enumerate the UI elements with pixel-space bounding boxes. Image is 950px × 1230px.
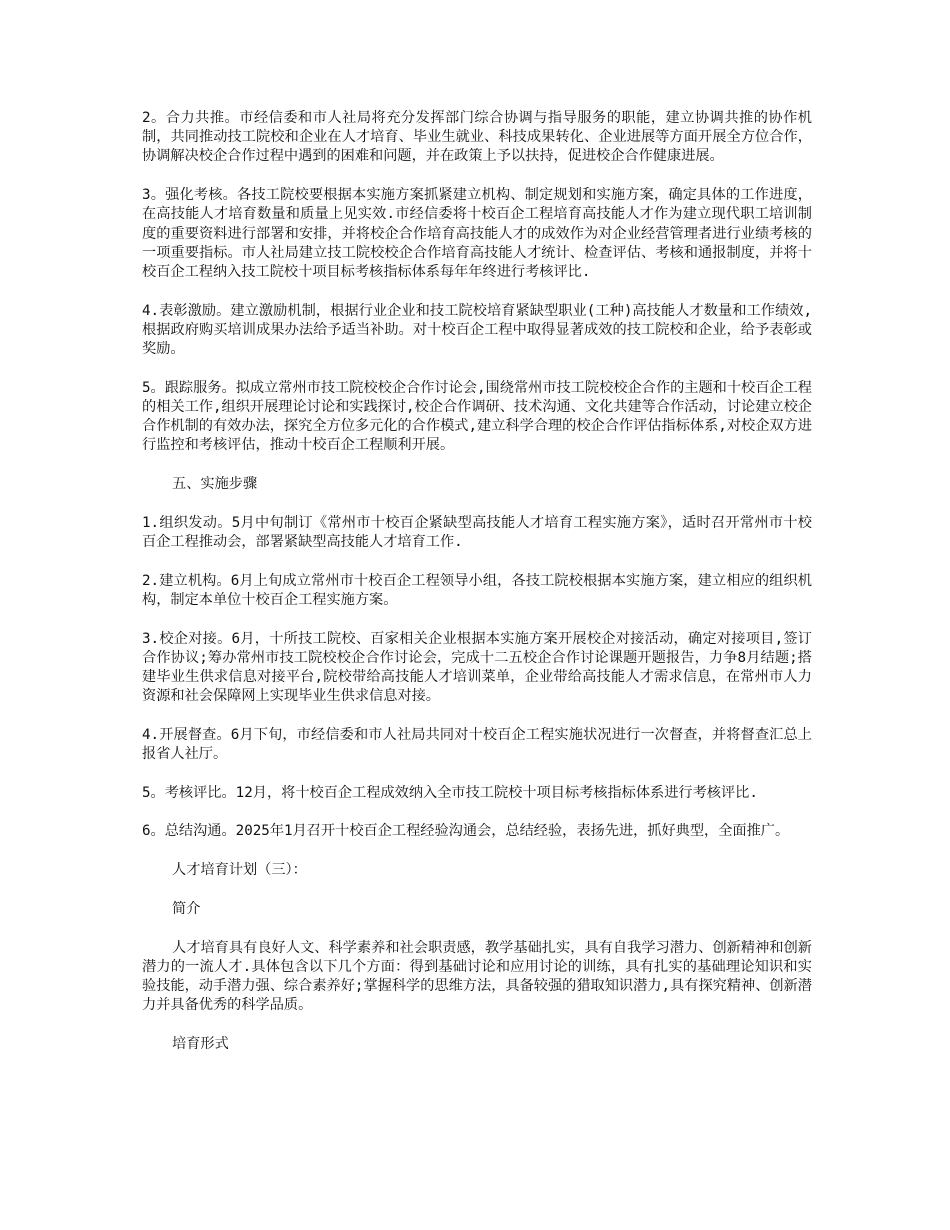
section-heading-plan-three: 人才培育计划（三）： bbox=[172, 862, 307, 879]
paragraph-step-evaluation: 5。考核评比。12月，将十校百企工程成效纳入全市技工院校十项目标考核指标体系进行考核评比. bbox=[142, 784, 758, 801]
paragraph-step-summary: 6。总结沟通。2025年1月召开十校百企工程经验沟通会，总结经验，表扬先进，抓好典型，全面推广。 bbox=[142, 823, 790, 840]
section-heading-training-form: 培育形式 bbox=[172, 1035, 229, 1052]
paragraph-step-establish: 2.建立机构。6月上旬成立常州市十校百企工程领导小组，各技工院校根据本实施方案，建立相应的组织机构，制定本单位十校百企工程实施方案。 bbox=[142, 572, 812, 608]
paragraph-tracking-service: 5。跟踪服务。拟成立常州市技工院校校企合作讨论会,围绕常州市技工院校校企合作的主题和十校百企工程的相关工作,组织开展理论讨论和实践探讨,校企合作调研、技术沟通、文化共建等合作活动，讨论建立校企合作机制的有效办法，探究全方位多元化的合作模式,建立科学合理的校企合作评估指标体系,对校企双方进行监控和考核评估，推动十校百企工程顺利开展。 bbox=[142, 379, 812, 454]
paragraph-step-docking: 3.校企对接。6月，十所技工院校、百家相关企业根据本实施方案开展校企对接活动，确定对接项目,签订合作协议;筹办常州市技工院校校企合作讨论会，完成十二五校企合作讨论课题开题报告，力争8月结题;搭建毕业生供求信息对接平台,院校带给高技能人才培训菜单，企业带给高技能人才需求信息，在常州市人力资源和社会保障网上实现毕业生供求信息对接。 bbox=[142, 630, 812, 705]
paragraph-intro: 人才培育具有良好人文、科学素养和社会职责感，教学基础扎实，具有自我学习潜力、创新精神和创新潜力的一流人才.具体包含以下几个方面：得到基础讨论和应用讨论的训练，具有扎实的基础理论知识和实验技能，动手潜力强、综合素养好;掌握科学的思维方法，具备较强的猎取知识潜力,具有探究精神、创新潜力并具备优秀的科学品质。 bbox=[142, 939, 812, 1014]
paragraph-cooperation: 2。合力共推。市经信委和市人社局将充分发挥部门综合协调与指导服务的职能，建立协调共推的协作机制，共同推动技工院校和企业在人才培育、毕业生就业、科技成果转化、企业进展等方面开展全方位合作，协调解决校企合作过程中遇到的困难和问题，并在政策上予以扶持，促进校企合作健康进展。 bbox=[142, 110, 812, 165]
paragraph-incentive: 4.表彰激励。建立激励机制，根据行业企业和技工院校培育紧缺型职业(工种)高技能人才数量和工作绩效,根据政府购买培训成果办法给予适当补助。对十校百企工程中取得显著成效的技工院校和企业，给予表彰或奖励。 bbox=[142, 302, 812, 358]
section-heading-steps: 五、实施步骤 bbox=[172, 476, 258, 493]
paragraph-step-inspection: 4.开展督查。6月下旬，市经信委和市人社局共同对十校百企工程实施状况进行一次督查，并将督查汇总上报省人社厅。 bbox=[142, 726, 812, 763]
paragraph-step-organize: 1.组织发动。5月中旬制订《常州市十校百企紧缺型高技能人才培育工程实施方案》，适时召开常州市十校百企工程推动会，部署紧缺型高技能人才培育工作. bbox=[142, 514, 812, 550]
document-body bbox=[142, 109, 812, 1074]
section-heading-intro: 简介 bbox=[172, 900, 201, 917]
paragraph-assessment: 3。强化考核。各技工院校要根据本实施方案抓紧建立机构、制定规划和实施方案，确定具体的工作进度，在高技能人才培育数量和质量上见实效.市经信委将十校百企工程培育高技能人才作为建立现代职工培训制度的重要资料进行部署和安排，并将校企合作培育高技能人才的成效作为对企业经营管理者进行业绩考核的一项重要指标。市人社局建立技工院校校企合作培育高技能人才统计、检查评估、考核和通报制度，并将十校百企工程纳入技工院校十项目标考核指标体系每年年终进行考核评比. bbox=[142, 187, 812, 280]
